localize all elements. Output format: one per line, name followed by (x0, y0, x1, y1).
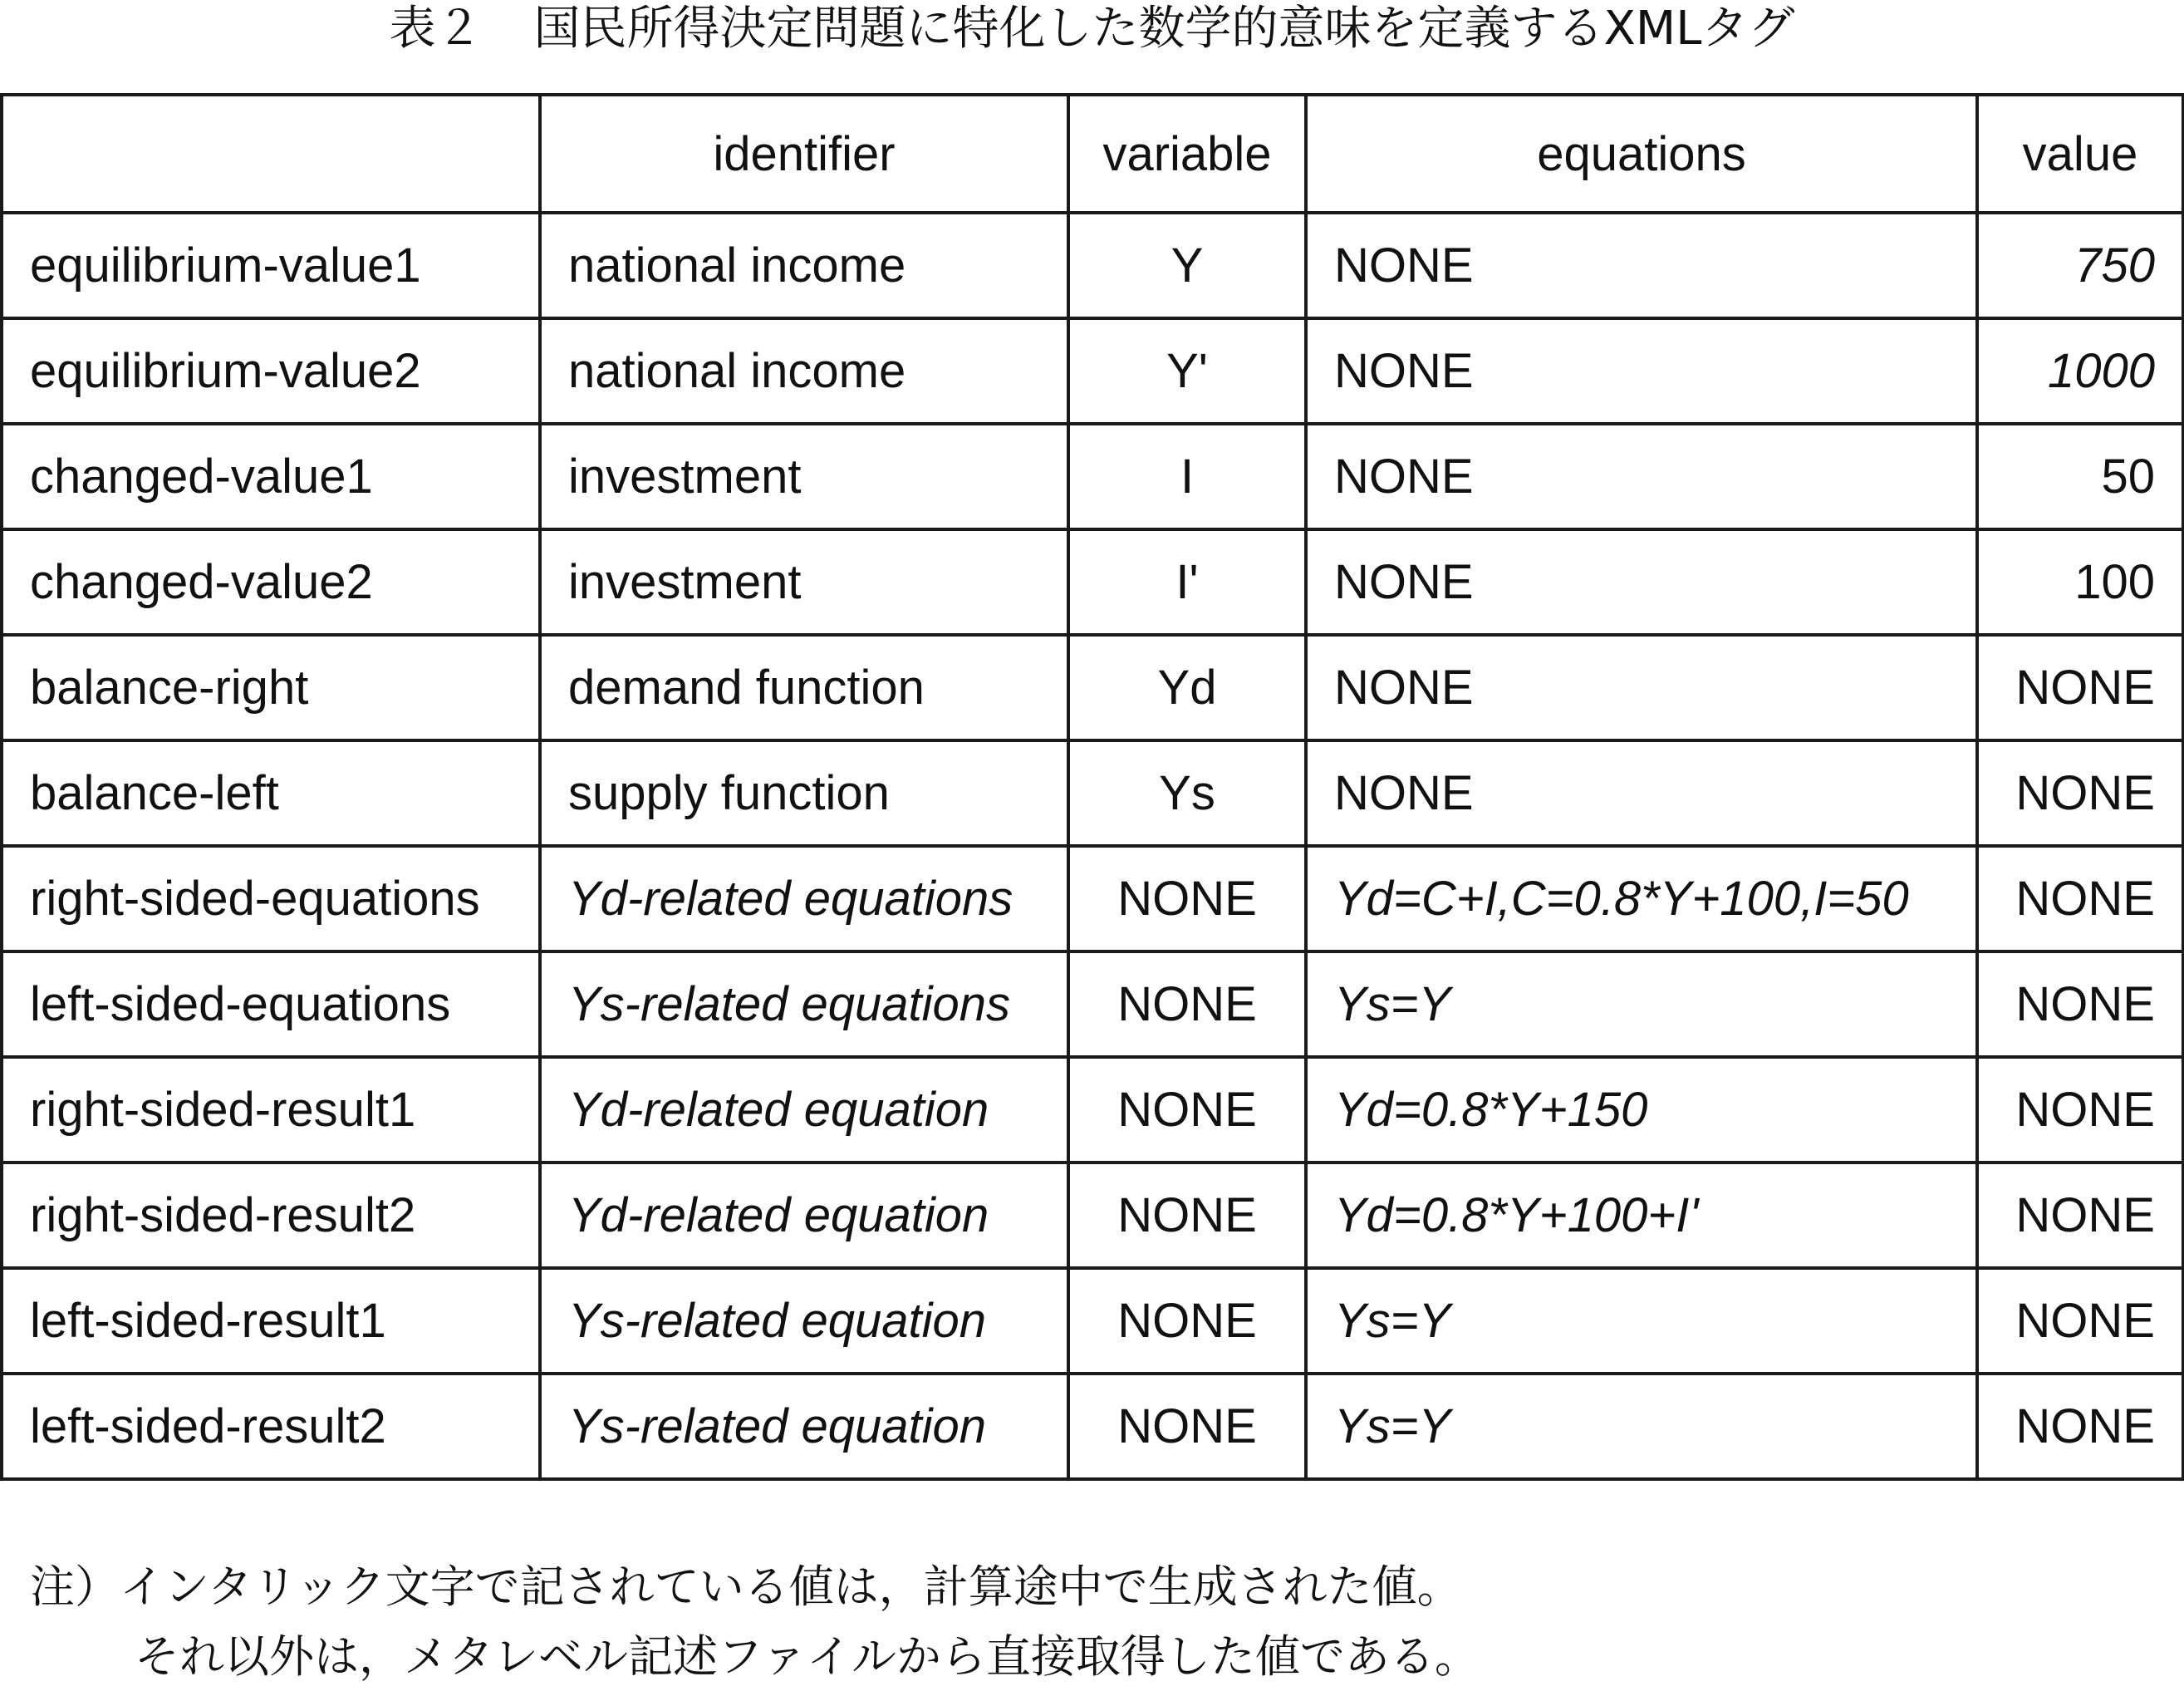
cell-variable: NONE (1068, 846, 1306, 951)
cell-equations: NONE (1306, 635, 1977, 740)
cell-identifier: national income (540, 213, 1068, 318)
cell-identifier: demand function (540, 635, 1068, 740)
table-row (2, 1057, 2183, 1163)
table-row (2, 1163, 2183, 1268)
xml-tag-table (0, 93, 2184, 1481)
table-body (2, 213, 2183, 1479)
note-line-2: それ以外は，メタレベル記述ファイルから直接取得した値である。 (135, 1630, 1480, 1683)
cell-identifier: investment (540, 529, 1068, 635)
cell-variable: Y (1068, 213, 1306, 318)
table-row (2, 1268, 2183, 1374)
cell-identifier: Ys-related equations (540, 951, 1068, 1057)
cell-tag-name: left-sided-result2 (2, 1374, 540, 1479)
table-row (2, 424, 2183, 529)
cell-identifier: Yd-related equation (540, 1163, 1068, 1268)
cell-value: 100 (1977, 529, 2183, 635)
table-row (2, 846, 2183, 951)
cell-value: NONE (1977, 1374, 2183, 1479)
cell-value: NONE (1977, 846, 2183, 951)
table-number: 表２ (389, 2, 483, 56)
cell-tag-name: changed-value2 (2, 529, 540, 635)
cell-variable: Ys (1068, 740, 1306, 846)
cell-value: NONE (1977, 1057, 2183, 1163)
cell-value: 750 (1977, 213, 2183, 318)
cell-tag-name: changed-value1 (2, 424, 540, 529)
cell-value: 1000 (1977, 318, 2183, 424)
cell-value: NONE (1977, 1268, 2183, 1374)
table-row (2, 951, 2183, 1057)
header-identifier: identifier (540, 95, 1068, 213)
cell-equations: Ys=Y (1306, 1374, 1977, 1479)
cell-identifier: supply function (540, 740, 1068, 846)
cell-value: NONE (1977, 740, 2183, 846)
cell-equations: NONE (1306, 424, 1977, 529)
table-title: 国民所得決定問題に特化した数学的意味を定義するXMLタグ (533, 2, 1795, 56)
cell-identifier: Yd-related equations (540, 846, 1068, 951)
cell-variable: Y' (1068, 318, 1306, 424)
table-header-row (2, 95, 2183, 213)
cell-tag-name: equilibrium-value1 (2, 213, 540, 318)
table-caption (0, 0, 2184, 90)
table-row (2, 740, 2183, 846)
cell-equations: Ys=Y (1306, 951, 1977, 1057)
cell-variable: NONE (1068, 1374, 1306, 1479)
cell-identifier: investment (540, 424, 1068, 529)
cell-equations: Yd=0.8*Y+100+I' (1306, 1163, 1977, 1268)
table-row (2, 1374, 2183, 1479)
cell-tag-name: right-sided-equations (2, 846, 540, 951)
cell-value: NONE (1977, 1163, 2183, 1268)
cell-tag-name: right-sided-result2 (2, 1163, 540, 1268)
cell-tag-name: right-sided-result1 (2, 1057, 540, 1163)
header-equations: equations (1306, 95, 1977, 213)
cell-identifier: national income (540, 318, 1068, 424)
cell-equations: Ys=Y (1306, 1268, 1977, 1374)
cell-tag-name: balance-left (2, 740, 540, 846)
cell-variable: NONE (1068, 1163, 1306, 1268)
cell-identifier: Ys-related equation (540, 1268, 1068, 1374)
cell-equations: NONE (1306, 529, 1977, 635)
cell-equations: Yd=0.8*Y+150 (1306, 1057, 1977, 1163)
cell-variable: Yd (1068, 635, 1306, 740)
cell-equations: NONE (1306, 740, 1977, 846)
cell-value: 50 (1977, 424, 2183, 529)
cell-equations: Yd=C+I,C=0.8*Y+100,I=50 (1306, 846, 1977, 951)
cell-equations: NONE (1306, 318, 1977, 424)
cell-identifier: Ys-related equation (540, 1374, 1068, 1479)
cell-tag-name: left-sided-result1 (2, 1268, 540, 1374)
cell-value: NONE (1977, 951, 2183, 1057)
cell-variable: I' (1068, 529, 1306, 635)
header-value: value (1977, 95, 2183, 213)
table-row (2, 529, 2183, 635)
table-notes (30, 1552, 1480, 1692)
cell-variable: I (1068, 424, 1306, 529)
header-name (2, 95, 540, 213)
note-line-1: 注）インタリック文字で記されている値は，計算途中で生成された値。 (30, 1561, 1462, 1613)
cell-equations: NONE (1306, 213, 1977, 318)
cell-tag-name: left-sided-equations (2, 951, 540, 1057)
table-row (2, 318, 2183, 424)
table-row (2, 635, 2183, 740)
table-row (2, 213, 2183, 318)
cell-variable: NONE (1068, 951, 1306, 1057)
cell-variable: NONE (1068, 1057, 1306, 1163)
cell-tag-name: balance-right (2, 635, 540, 740)
cell-variable: NONE (1068, 1268, 1306, 1374)
header-variable: variable (1068, 95, 1306, 213)
cell-value: NONE (1977, 635, 2183, 740)
cell-tag-name: equilibrium-value2 (2, 318, 540, 424)
cell-identifier: Yd-related equation (540, 1057, 1068, 1163)
